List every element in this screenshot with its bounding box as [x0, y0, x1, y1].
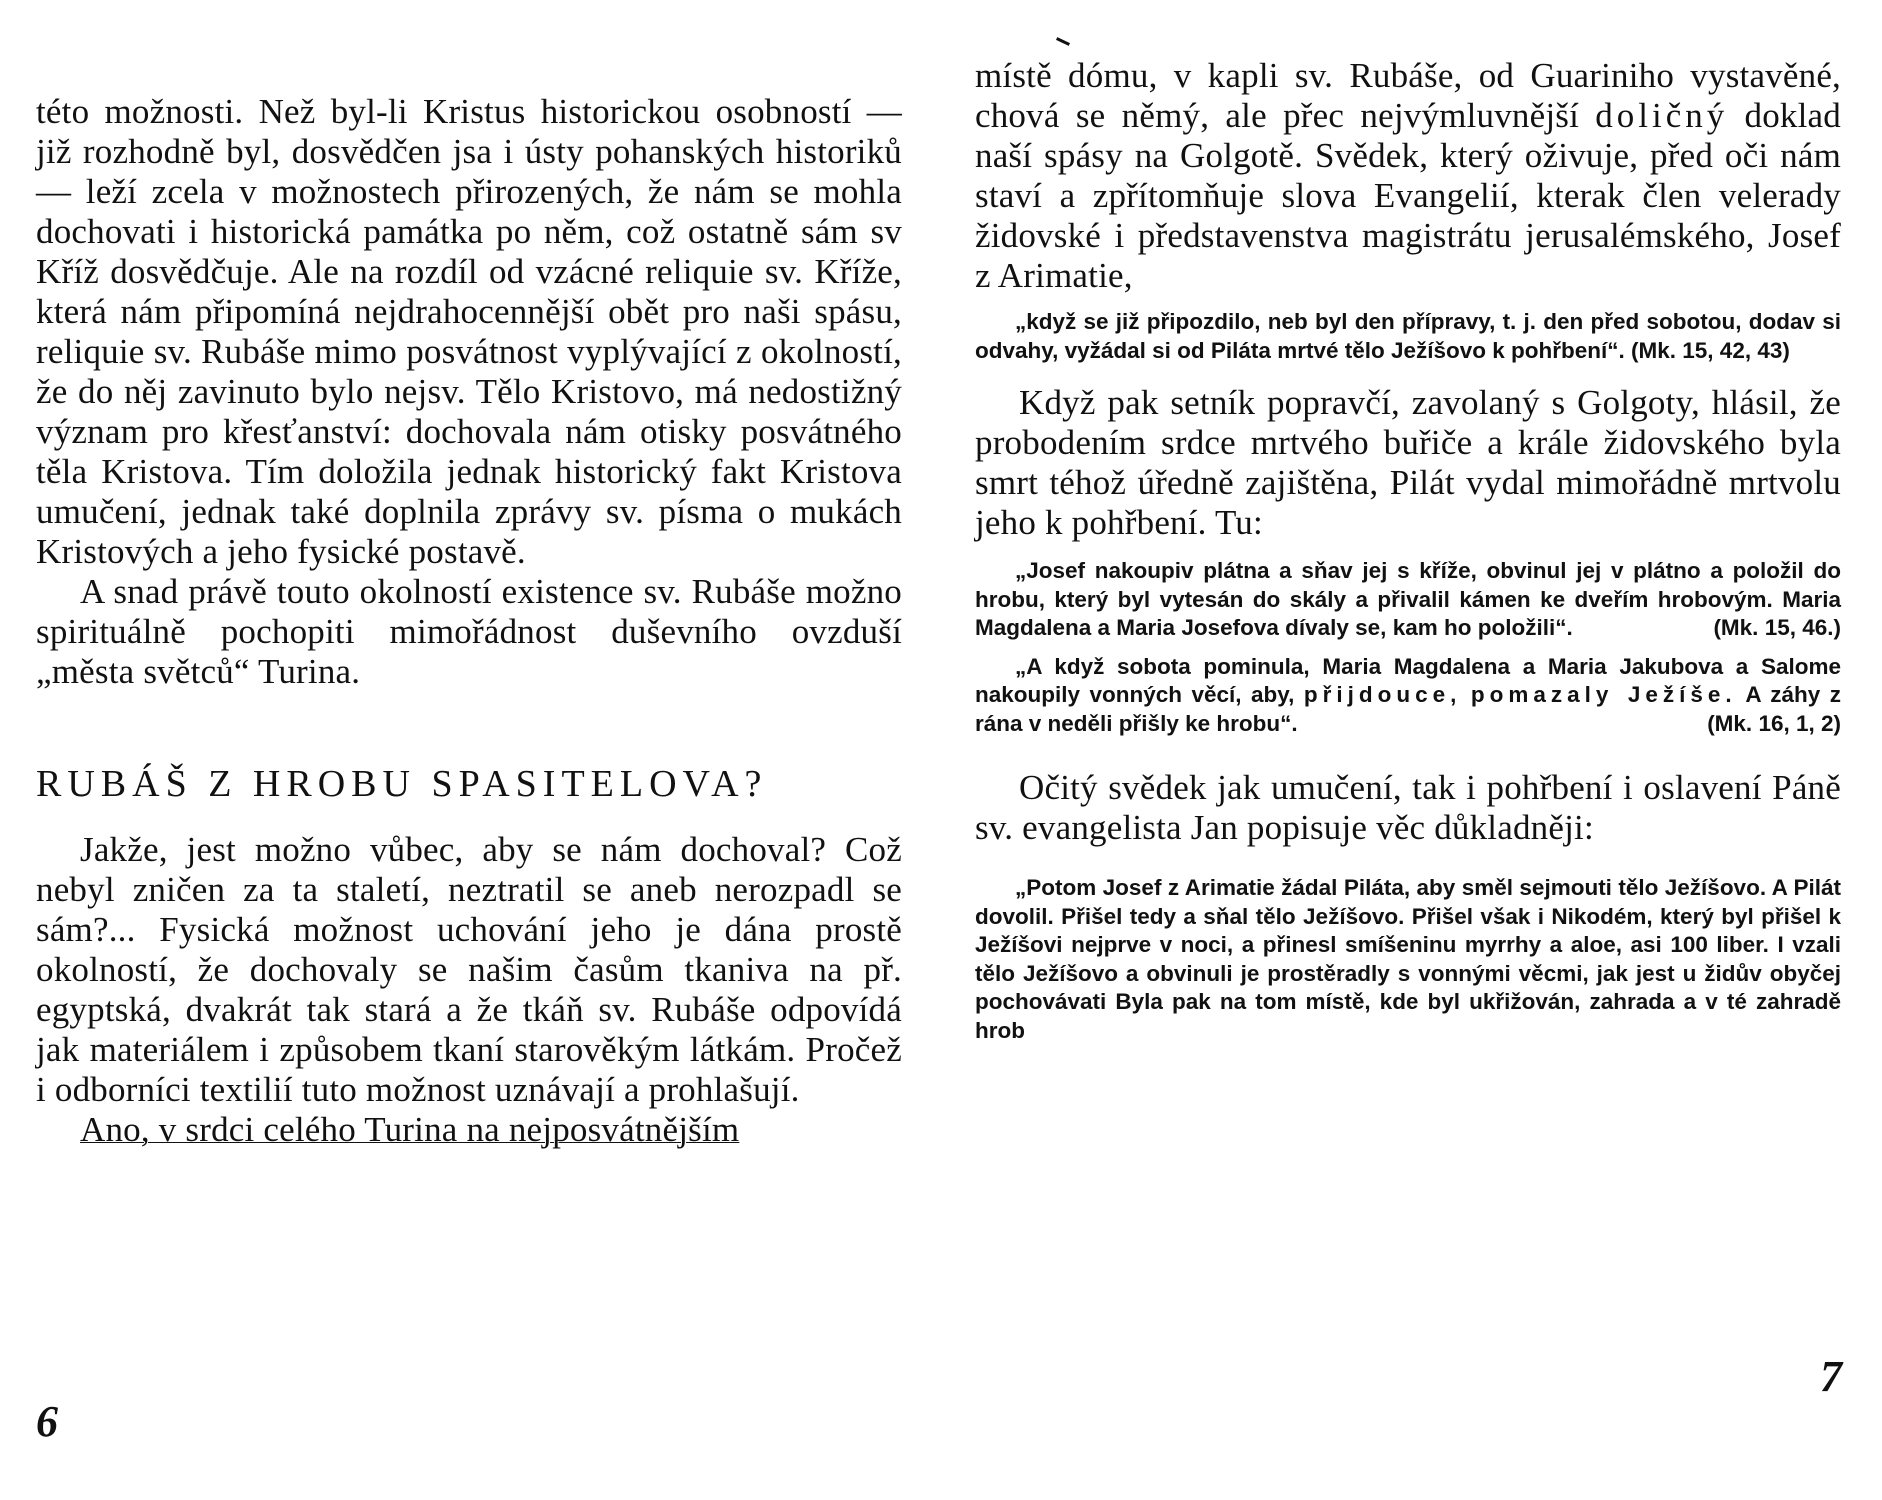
right-paragraph-1 — [975, 56, 1841, 296]
spaced-word-dolicny: doličný — [1595, 96, 1729, 135]
section-heading: RUBÁŠ Z HROBU SPASITELOVA? — [36, 763, 768, 805]
quote-mk-15-46 — [975, 557, 1841, 643]
quote-mk-16-1 — [975, 653, 1841, 739]
left-paragraph-3: Jakže, jest možno vůbec, aby se nám dochoval? Což nebyl zničen za ta staletí, neztratil se aneb nerozpadl se sám?... Fysická možnost uchování jeho je dána prostě okolností, že dochovaly se našim časům tkaniva na př. egyptská, dvakrát tak stará a že tkáň sv. Rubáše odpovídá jak materiálem i způsobem tkaní starověkým látkám. Pročež i odborníci textilií tuto možnost uznávají a prohlašují. — [36, 830, 902, 1109]
quote-mk-15-46-citation: (Mk. 15, 46.) — [1713, 615, 1841, 640]
quote-mk-16-1-end: A záhy z rána v neděli přišly ke hrobu“. — [975, 682, 1841, 736]
quote-john: „Potom Josef z Arimatie žádal Piláta, aby směl sejmouti tělo Ježíšovo. A Pilát dovolil. Přišel tedy a sňal tělo Ježíšovo. Přišel však i Nikodém, který byl přišel k Ježíšovi nejprve v noci, a přinesl smíšeninu myrrhy a aloe, asi 100 liber. I vzali tělo Ježíšovo a obvinuli je prostěradly s vonnými věcmi, jak jest u židův obyčej pochovávati Byla pak na tom místě, kde byl ukřižován, zahrada a v té zahradě hrob — [975, 875, 1841, 1043]
spaced-phrase-pomazaly: pomazaly Ježíše. — [1470, 682, 1737, 707]
right-paragraph-1-start: místě dómu, v kapli sv. Rubáše, od Guariniho vystavěné, chová se němý, ale přec nejvýmluvnější — [975, 56, 1841, 135]
spaced-word-prijdouce: přijdouce, — [1303, 682, 1462, 707]
page-number-left: 6 — [36, 1397, 58, 1446]
left-paragraph-4: Ano, v srdci celého Turina na nejposvátnějším — [80, 1110, 740, 1149]
left-paragraph-2: A snad právě touto okolností existence sv. Rubáše možno spirituálně pochopiti mimořádnost duševního ovzduší „města světců“ Turina. — [36, 572, 902, 691]
quote-mk-15-46-text: „Josef nakoupiv plátna a sňav jej s kříže, obvinul jej v plátno a položil do hrobu, který byl vytesán do skály a přivalil kámen ke dveřím hrobovým. Maria Magdalena a Maria Josefova dívaly se, kam ho položili“. — [975, 558, 1841, 640]
left-text-column — [36, 92, 902, 1150]
right-paragraph-2: Když pak setník popravčí, zavolaný s Golgoty, hlásil, že probodením srdce mrtvého buřiče a krále židovského byla smrt téhož úředně zajištěna, Pilát vydal mimořádně mrtvolu jeho k pohřbení. Tu: — [975, 383, 1841, 542]
quote-mk-16-1-citation: (Mk. 16, 1, 2) — [1707, 710, 1841, 736]
left-paragraph-1: této možnosti. Než byl-li Kristus historickou osobností — již rozhodně byl, dosvědčen jsa i ústy pohanských historiků — leží zcela v možnostech přirozených, že nám se mohla dochovati i historická památka po něm, což ostatně sám sv Kříž dosvědčuje. Ale na rozdíl od vzácné reliquie sv. Kříže, která nám připomíná nejdrahocennější obět pro naši spásu, reliquie sv. Rubáše mimo posvátnost vyplývající z okolností, že do něj zavinuto bylo nejsv. Tělo Kristovo, má nedostižný význam pro křesťanství: dochovala nám otisky posvátného těla Kristova. Tím doložila jednak historický fakt Kristova umučení, jednak také doplnila zprávy sv. písma o mukách Kristových a jeho fysické postavě. — [36, 92, 902, 571]
quote-mk-15-42: „když se již připozdilo, neb byl den přípravy, t. j. den před sobotou, dodav si odvahy, vyžádal si od Piláta mrtvé tělo Ježíšovo k pohřbení“. (Mk. 15, 42, 43) — [975, 309, 1841, 363]
right-text-column — [975, 56, 1841, 1069]
quote-mk-16-1-gap — [1461, 682, 1470, 707]
page-number-right: 7 — [1820, 1352, 1842, 1401]
right-paragraph-1-end: doklad naší spásy na Golgotě. Svědek, který oživuje, před oči nám staví a zpřítomňuje slova Evangelií, kterak člen velerady židovské i představenstva magistrátu jerusalémského, Josef z Arimatie, — [975, 96, 1841, 295]
quote-mk-16-1-start: „A když sobota pominula, Maria Magdalena a Maria Jakubova a Salome nakoupily vonných věcí, aby, — [975, 653, 1841, 707]
right-page — [941, 0, 1882, 1500]
right-paragraph-3: Očitý svědek jak umučení, tak i pohřbení i oslavení Páně sv. evangelista Jan popisuje věc důkladněji: — [975, 768, 1841, 847]
